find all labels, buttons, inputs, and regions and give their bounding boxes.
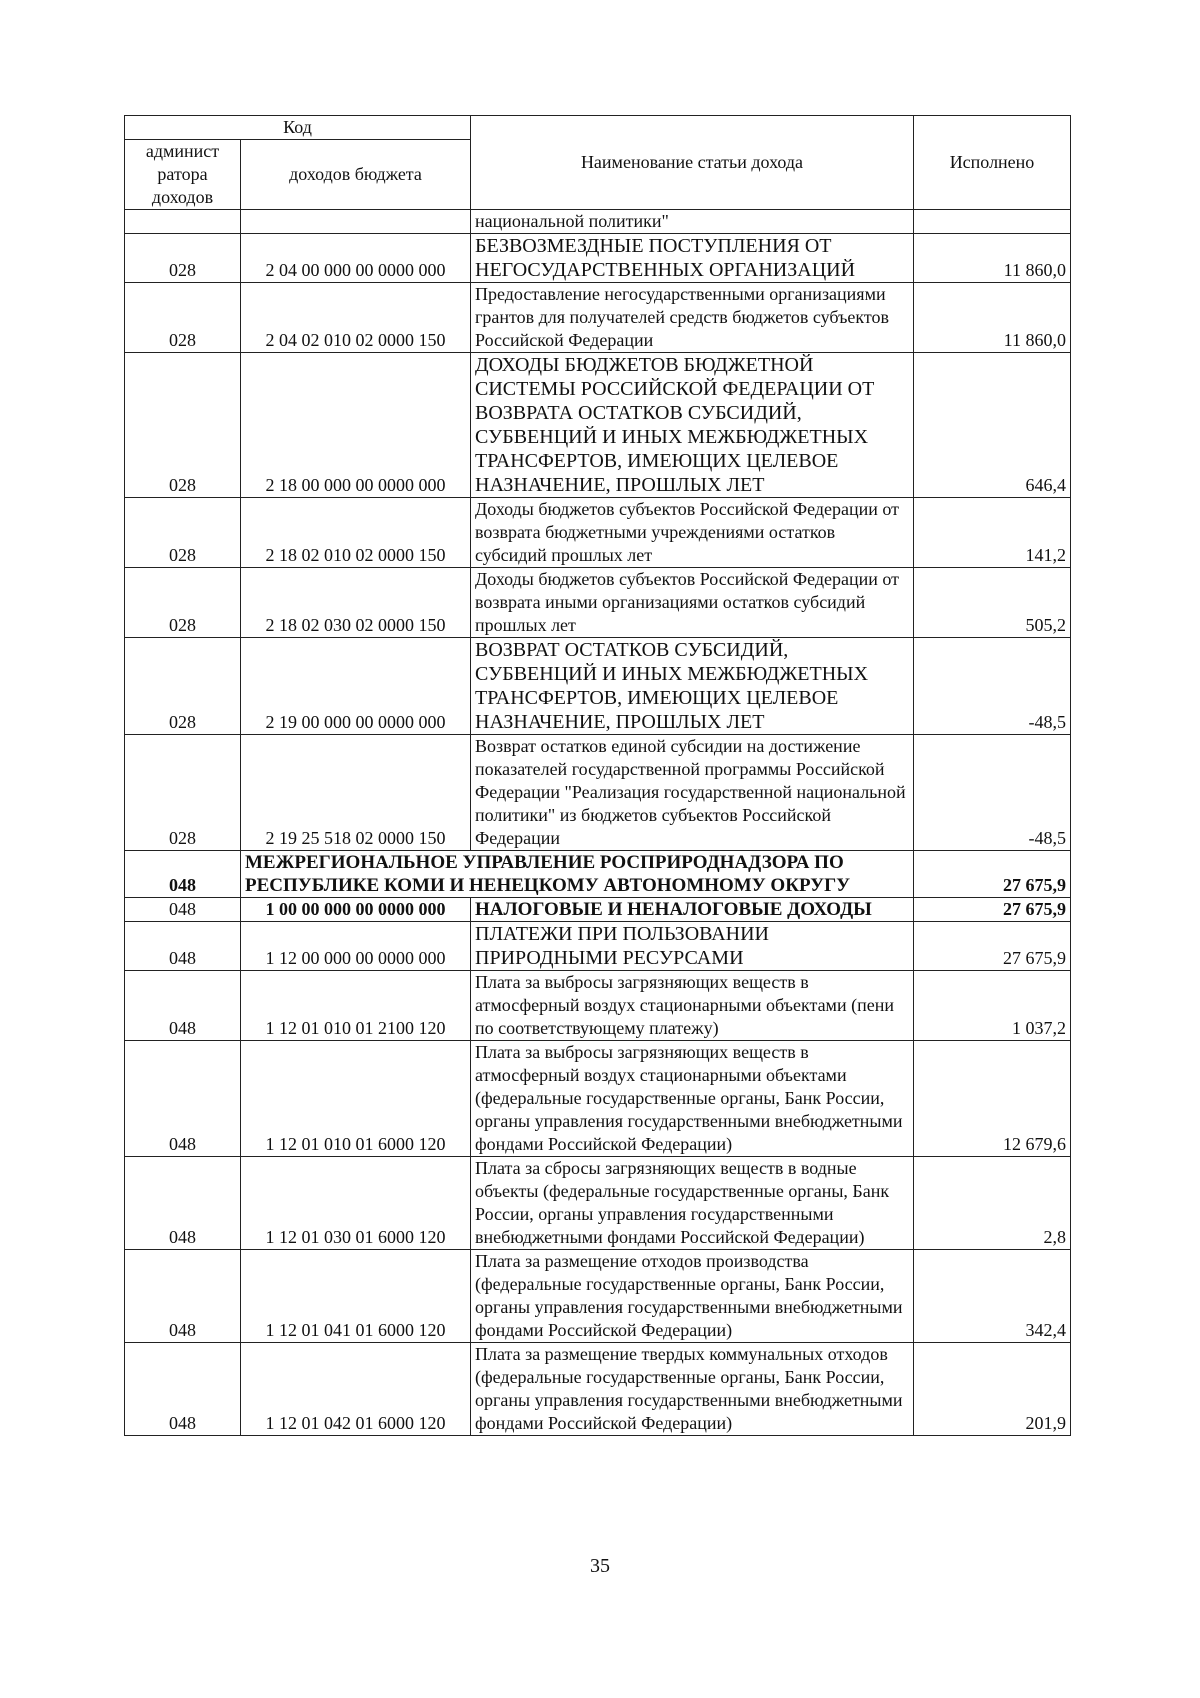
header-administrator: админист ратора доходов xyxy=(125,140,241,210)
table-row xyxy=(125,210,1071,234)
header-name: Наименование статьи дохода xyxy=(471,116,914,210)
admin-code: 048 xyxy=(125,971,241,1041)
income-code: 2 19 00 000 00 0000 000 xyxy=(241,638,471,735)
executed-amount: 141,2 xyxy=(914,498,1071,568)
table-row xyxy=(125,735,1071,851)
admin-code: 028 xyxy=(125,234,241,283)
income-code: 1 12 01 010 01 6000 120 xyxy=(241,1041,471,1157)
admin-code: 048 xyxy=(125,922,241,971)
item-name: Плата за сбросы загрязняющих веществ в водные объекты (федеральные государственные органы, Банк России, органы управления государственными внебюджетными фондами Российской Федерации) xyxy=(471,1157,914,1250)
admin-code: 048 xyxy=(125,1157,241,1250)
executed-amount xyxy=(914,210,1071,234)
item-name: Плата за размещение отходов производства (федеральные государственные органы, Банк России, органы управления государственными внебюджетными фондами Российской Федерации) xyxy=(471,1250,914,1343)
admin-code: 048 xyxy=(125,851,241,898)
executed-amount: 27 675,9 xyxy=(914,922,1071,971)
income-code: 2 04 00 000 00 0000 000 xyxy=(241,234,471,283)
item-name: НАЛОГОВЫЕ И НЕНАЛОГОВЫЕ ДОХОДЫ xyxy=(471,898,914,922)
item-name: Возврат остатков единой субсидии на достижение показателей государственной программы Российской Федерации "Реализация государственной национальной политики" из бюджетов субъектов Российской Федерации xyxy=(471,735,914,851)
header-income-code: доходов бюджета xyxy=(241,140,471,210)
item-name: БЕЗВОЗМЕЗДНЫЕ ПОСТУПЛЕНИЯ ОТ НЕГОСУДАРСТВЕННЫХ ОРГАНИЗАЦИЙ xyxy=(471,234,914,283)
executed-amount: 27 675,9 xyxy=(914,898,1071,922)
income-code: 1 12 01 042 01 6000 120 xyxy=(241,1343,471,1436)
executed-amount: 11 860,0 xyxy=(914,234,1071,283)
income-code: 1 00 00 000 00 0000 000 xyxy=(241,898,471,922)
table-row xyxy=(125,353,1071,498)
admin-code: 028 xyxy=(125,638,241,735)
income-code: 2 18 02 030 02 0000 150 xyxy=(241,568,471,638)
page-number: 35 xyxy=(590,1555,610,1577)
item-name: Доходы бюджетов субъектов Российской Федерации от возврата бюджетными учреждениями остатков субсидий прошлых лет xyxy=(471,498,914,568)
admin-code: 028 xyxy=(125,568,241,638)
item-name: Плата за выбросы загрязняющих веществ в атмосферный воздух стационарными объектами (федеральные государственные органы, Банк России, органы управления государственными внебюджетными фондами Российской Федерации) xyxy=(471,1041,914,1157)
header-kod: Код xyxy=(125,116,471,140)
executed-amount: 646,4 xyxy=(914,353,1071,498)
item-name: национальной политики" xyxy=(471,210,914,234)
executed-amount: 11 860,0 xyxy=(914,283,1071,353)
executed-amount: 27 675,9 xyxy=(914,851,1071,898)
table-row xyxy=(125,234,1071,283)
item-name: Плата за выбросы загрязняющих веществ в атмосферный воздух стационарными объектами (пени по соответствующему платежу) xyxy=(471,971,914,1041)
table-row xyxy=(125,1250,1071,1343)
item-name: МЕЖРЕГИОНАЛЬНОЕ УПРАВЛЕНИЕ РОСПРИРОДНАДЗОРА ПО РЕСПУБЛИКЕ КОМИ И НЕНЕЦКОМУ АВТОНОМНОМУ ОКРУГУ xyxy=(241,851,914,898)
executed-amount: -48,5 xyxy=(914,638,1071,735)
admin-code: 028 xyxy=(125,498,241,568)
table-row xyxy=(125,568,1071,638)
table-row xyxy=(125,283,1071,353)
income-code: 2 19 25 518 02 0000 150 xyxy=(241,735,471,851)
income-code: 2 18 02 010 02 0000 150 xyxy=(241,498,471,568)
admin-code: 048 xyxy=(125,1250,241,1343)
executed-amount: -48,5 xyxy=(914,735,1071,851)
table-row xyxy=(125,898,1071,922)
table-row xyxy=(125,1157,1071,1250)
income-code xyxy=(241,210,471,234)
table-row xyxy=(125,1343,1071,1436)
income-code: 1 12 01 010 01 2100 120 xyxy=(241,971,471,1041)
income-code: 2 04 02 010 02 0000 150 xyxy=(241,283,471,353)
executed-amount: 505,2 xyxy=(914,568,1071,638)
item-name: ВОЗВРАТ ОСТАТКОВ СУБСИДИЙ, СУБВЕНЦИЙ И ИНЫХ МЕЖБЮДЖЕТНЫХ ТРАНСФЕРТОВ, ИМЕЮЩИХ ЦЕЛЕВОЕ НАЗНАЧЕНИЕ, ПРОШЛЫХ ЛЕТ xyxy=(471,638,914,735)
admin-code: 028 xyxy=(125,283,241,353)
executed-amount: 342,4 xyxy=(914,1250,1071,1343)
table-row xyxy=(125,971,1071,1041)
table-row xyxy=(125,498,1071,568)
table-row xyxy=(125,922,1071,971)
table-row-section xyxy=(125,851,1071,898)
table-row xyxy=(125,638,1071,735)
item-name: ПЛАТЕЖИ ПРИ ПОЛЬЗОВАНИИ ПРИРОДНЫМИ РЕСУРСАМИ xyxy=(471,922,914,971)
item-name: Доходы бюджетов субъектов Российской Федерации от возврата иными организациями остатков субсидий прошлых лет xyxy=(471,568,914,638)
admin-code: 028 xyxy=(125,353,241,498)
income-table xyxy=(124,115,1071,1436)
table-header xyxy=(125,116,1071,210)
income-code: 1 12 01 030 01 6000 120 xyxy=(241,1157,471,1250)
admin-code: 048 xyxy=(125,898,241,922)
executed-amount: 12 679,6 xyxy=(914,1041,1071,1157)
item-name: Предоставление негосударственными организациями грантов для получателей средств бюджетов субъектов Российской Федерации xyxy=(471,283,914,353)
table-row xyxy=(125,1041,1071,1157)
executed-amount: 2,8 xyxy=(914,1157,1071,1250)
admin-code: 028 xyxy=(125,735,241,851)
income-code: 1 12 00 000 00 0000 000 xyxy=(241,922,471,971)
admin-code: 048 xyxy=(125,1041,241,1157)
header-executed: Исполнено xyxy=(914,116,1071,210)
executed-amount: 1 037,2 xyxy=(914,971,1071,1041)
admin-code: 048 xyxy=(125,1343,241,1436)
item-name: ДОХОДЫ БЮДЖЕТОВ БЮДЖЕТНОЙ СИСТЕМЫ РОССИЙСКОЙ ФЕДЕРАЦИИ ОТ ВОЗВРАТА ОСТАТКОВ СУБСИДИЙ, СУБВЕНЦИЙ И ИНЫХ МЕЖБЮДЖЕТНЫХ ТРАНСФЕРТОВ, ИМЕЮЩИХ ЦЕЛЕВОЕ НАЗНАЧЕНИЕ, ПРОШЛЫХ ЛЕТ xyxy=(471,353,914,498)
item-name: Плата за размещение твердых коммунальных отходов (федеральные государственные органы, Банк России, органы управления государственными внебюджетными фондами Российской Федерации) xyxy=(471,1343,914,1436)
income-code: 1 12 01 041 01 6000 120 xyxy=(241,1250,471,1343)
admin-code xyxy=(125,210,241,234)
income-code: 2 18 00 000 00 0000 000 xyxy=(241,353,471,498)
executed-amount: 201,9 xyxy=(914,1343,1071,1436)
